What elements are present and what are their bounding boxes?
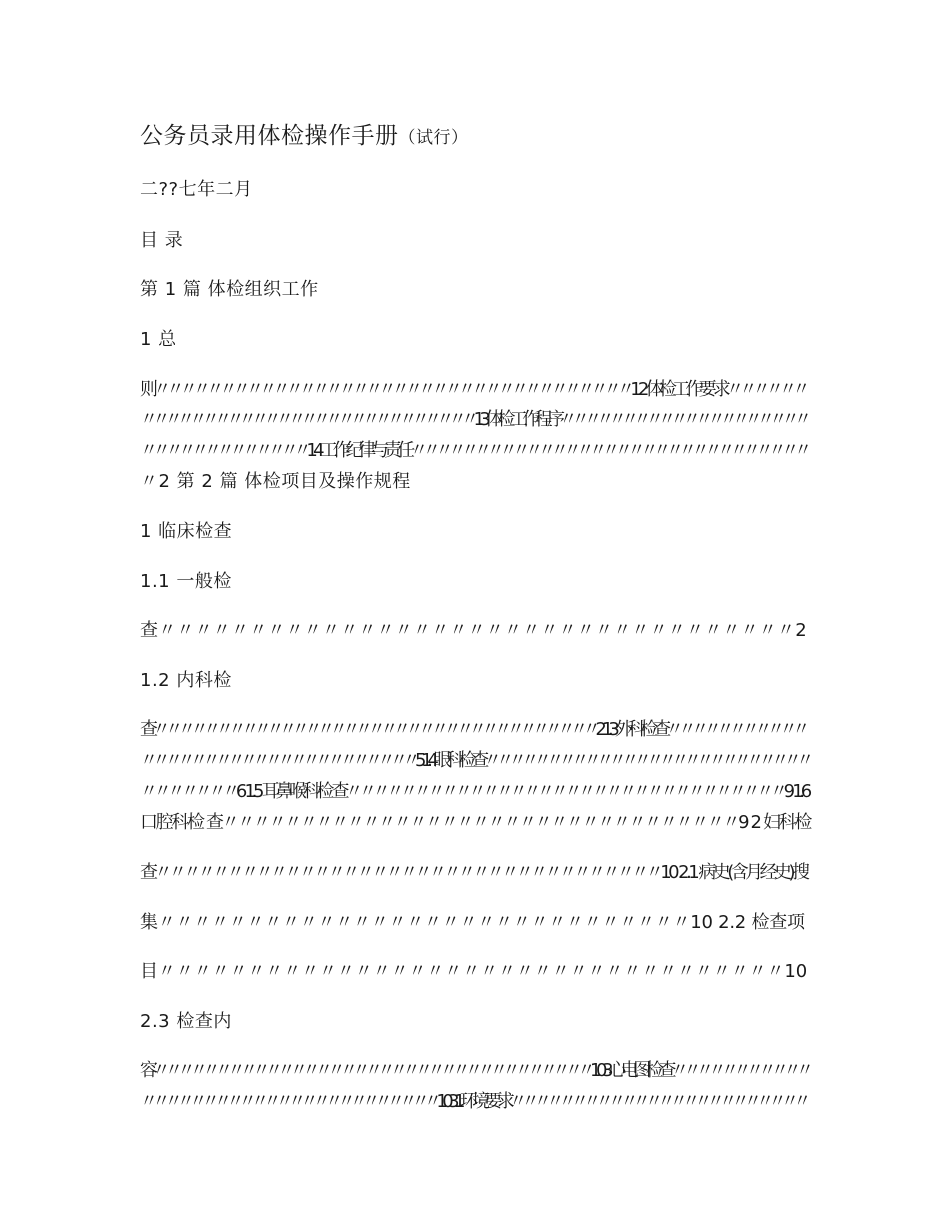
toc-heading: 目 录 <box>140 230 184 251</box>
toc-line: 第 1 篇 体检组织工作 <box>140 279 319 300</box>
toc-line: 〃〃〃〃〃〃〃〃〃〃〃〃〃〃〃〃〃〃〃〃〃〃〃〃10 3.1 环境要 求〃〃〃〃〃〃〃〃〃〃〃〃〃〃〃〃〃〃〃〃〃〃〃〃 <box>140 1091 806 1112</box>
title-suffix: （试行） <box>398 128 469 148</box>
toc-line: 查〃〃〃〃〃〃〃〃〃〃〃〃〃〃〃〃〃〃〃〃〃〃〃〃〃〃〃〃〃〃〃〃〃〃〃2 <box>140 620 807 641</box>
toc-line: 〃〃〃〃〃〃〃〃〃〃〃〃〃1 4 工作纪律与责 任〃〃〃〃〃〃〃〃〃〃〃〃〃〃〃〃〃〃〃〃〃〃〃〃〃〃〃〃〃〃〃 <box>140 440 807 461</box>
toc-line: 集〃〃〃〃〃〃〃〃〃〃〃〃〃〃〃〃〃〃〃〃〃〃〃〃〃〃〃〃〃〃10 2.2 检查项 <box>140 912 805 933</box>
document-date: 二??七年二月 <box>140 179 253 200</box>
toc-line: 2.3 检查内 <box>140 1011 232 1032</box>
toc-line: 1 临床检查 <box>140 521 233 542</box>
toc-line: 1.2 内科检 <box>140 670 232 691</box>
toc-line: 〃〃〃〃〃〃〃6 1.5 耳鼻喉科检 查〃〃〃〃〃〃〃〃〃〃〃〃〃〃〃〃〃〃〃〃〃〃〃〃〃〃〃〃〃〃〃〃9 1.6 <box>140 781 808 802</box>
toc-line: 〃〃〃〃〃〃〃〃〃〃〃〃〃〃〃〃〃〃〃〃〃〃〃〃〃〃〃1 3 体检工作程 序〃〃〃〃〃〃〃〃〃〃〃〃〃〃〃〃〃〃〃〃 <box>140 409 807 430</box>
toc-line: 1.1 一般检 <box>140 571 232 592</box>
toc-line: 口腔科检 查〃〃〃〃〃〃〃〃〃〃〃〃〃〃〃〃〃〃〃〃〃〃〃〃〃〃〃〃〃〃〃〃〃9 2 妇科检 <box>140 812 810 833</box>
toc-line: 查〃〃〃〃〃〃〃〃〃〃〃〃〃〃〃〃〃〃〃〃〃〃〃〃〃〃〃〃〃〃〃〃〃〃〃10 2.1 病史(含月经史)搜 <box>140 862 807 883</box>
toc-line: 1 总 <box>140 329 177 350</box>
title-main: 公务员录用体检操作手册 <box>140 123 399 149</box>
toc-line: 〃〃〃〃〃〃〃〃〃〃〃〃〃〃〃〃〃〃〃〃〃〃5 1.4 眼科检 查〃〃〃〃〃〃〃〃〃〃〃〃〃〃〃〃〃〃〃〃〃〃〃〃〃〃 <box>140 750 809 771</box>
toc-line: 查〃〃〃〃〃〃〃〃〃〃〃〃〃〃〃〃〃〃〃〃〃〃〃〃〃〃〃〃〃〃〃〃〃〃〃2 1.3 外科检 查〃〃〃〃〃〃〃〃〃〃〃 <box>140 719 805 740</box>
document-title <box>140 121 469 153</box>
toc-line: 则〃〃〃〃〃〃〃〃〃〃〃〃〃〃〃〃〃〃〃〃〃〃〃〃〃〃〃〃〃〃〃〃〃〃〃〃1 2 体检工作要 求〃〃〃〃〃〃 <box>140 379 806 400</box>
toc-line: 〃2 第 2 篇 体检项目及操作规程 <box>140 471 411 492</box>
toc-line: 目〃〃〃〃〃〃〃〃〃〃〃〃〃〃〃〃〃〃〃〃〃〃〃〃〃〃〃〃〃〃〃〃〃〃〃10 <box>140 961 808 982</box>
toc-line: 容〃〃〃〃〃〃〃〃〃〃〃〃〃〃〃〃〃〃〃〃〃〃〃〃〃〃〃〃〃〃〃〃〃〃〃10 3 心电图检 查〃〃〃〃〃〃〃〃〃〃〃 <box>140 1060 809 1081</box>
